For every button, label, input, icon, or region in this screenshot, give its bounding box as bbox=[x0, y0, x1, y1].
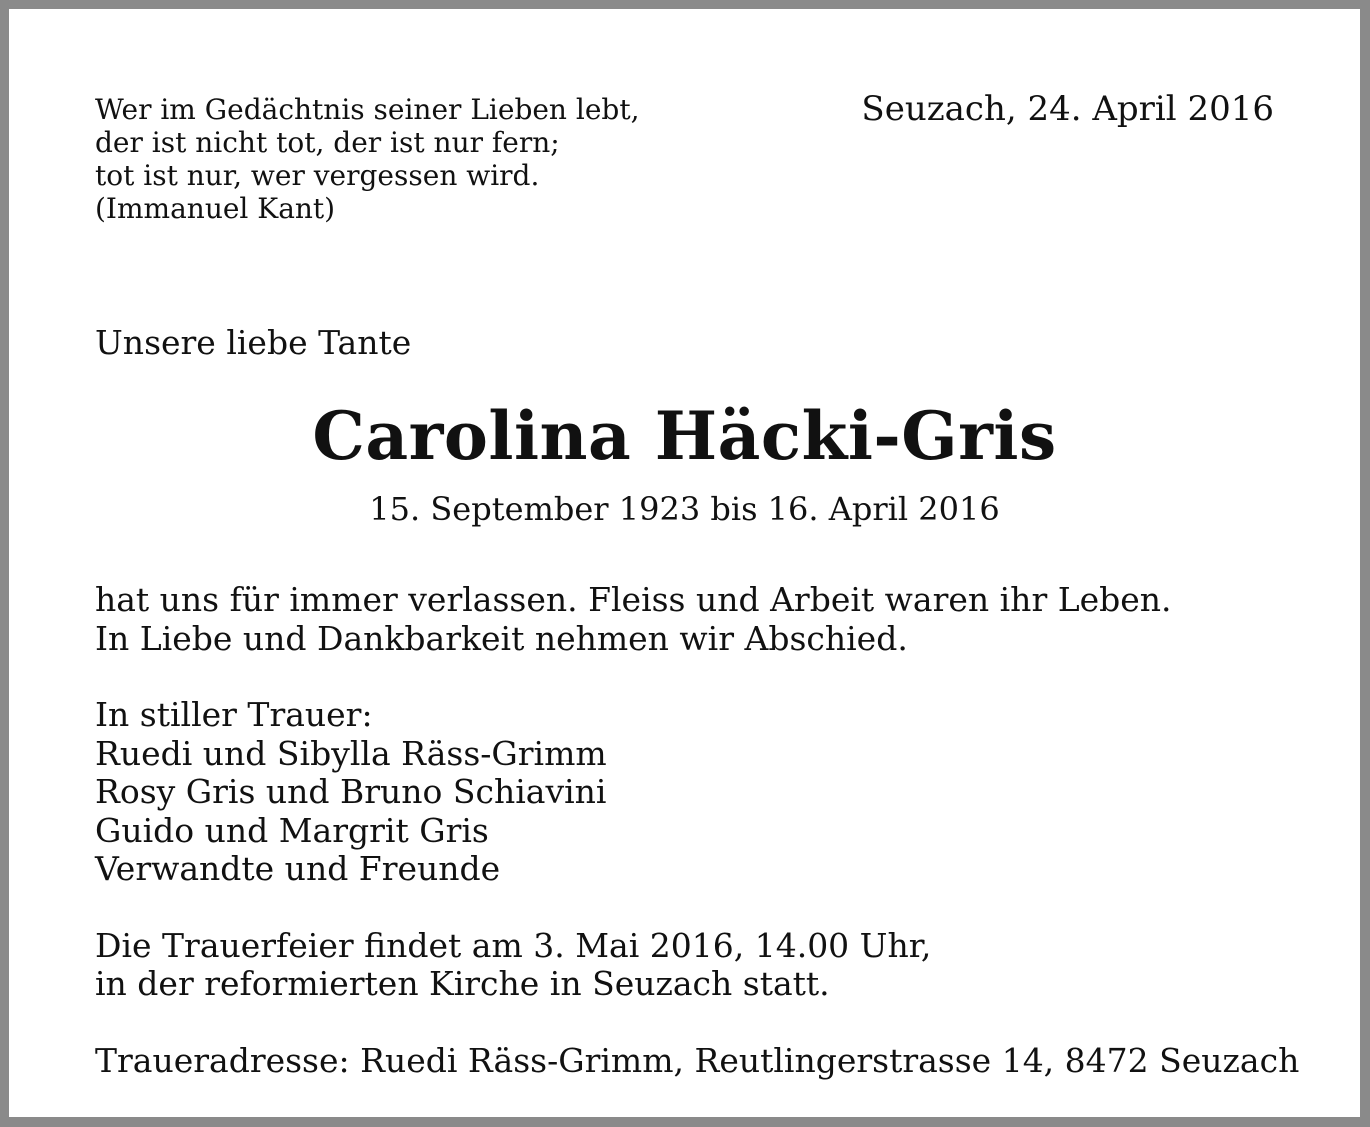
quote-line: tot ist nur, wer vergessen wird. bbox=[95, 159, 540, 192]
mourner-name: Ruedi und Sibylla Räss-Grimm bbox=[95, 733, 607, 773]
memorial-quote bbox=[95, 93, 639, 225]
obituary-body bbox=[95, 581, 1299, 1080]
message-line: In Liebe und Dankbarkeit nehmen wir Abschied. bbox=[95, 618, 908, 658]
mourners-heading: In stiller Trauer: bbox=[95, 695, 373, 734]
intro-line: Unsere liebe Tante bbox=[95, 323, 412, 362]
spacer bbox=[95, 658, 1299, 696]
mourner-name: Verwandte und Freunde bbox=[95, 849, 501, 888]
obituary-page bbox=[9, 9, 1360, 1117]
mourning-address: Traueradresse: Ruedi Räss-Grimm, Reutlingerstrasse 14, 8472 Seuzach bbox=[95, 1040, 1300, 1080]
service-line: Die Trauerfeier findet am 3. Mai 2016, 14.00 Uhr, bbox=[95, 925, 932, 965]
spacer bbox=[95, 1004, 1299, 1042]
service-line: in der reformierten Kirche in Seuzach statt. bbox=[95, 964, 830, 1003]
message-line: hat uns für immer verlassen. Fleiss und Arbeit waren ihr Leben. bbox=[95, 580, 1172, 619]
mourner-name: Guido und Margrit Gris bbox=[95, 810, 489, 850]
spacer bbox=[95, 889, 1299, 927]
mourner-name: Rosy Gris und Bruno Schiavini bbox=[95, 772, 607, 811]
quote-attribution: (Immanuel Kant) bbox=[95, 192, 336, 225]
quote-line: der ist nicht tot, der ist nur fern; bbox=[95, 126, 560, 159]
place-and-date: Seuzach, 24. April 2016 bbox=[861, 89, 1274, 129]
life-dates: 15. September 1923 bis 16. April 2016 bbox=[369, 490, 1000, 528]
quote-line: Wer im Gedächtnis seiner Lieben lebt, bbox=[95, 93, 640, 126]
deceased-name: Carolina Häcki-Gris bbox=[312, 397, 1057, 475]
